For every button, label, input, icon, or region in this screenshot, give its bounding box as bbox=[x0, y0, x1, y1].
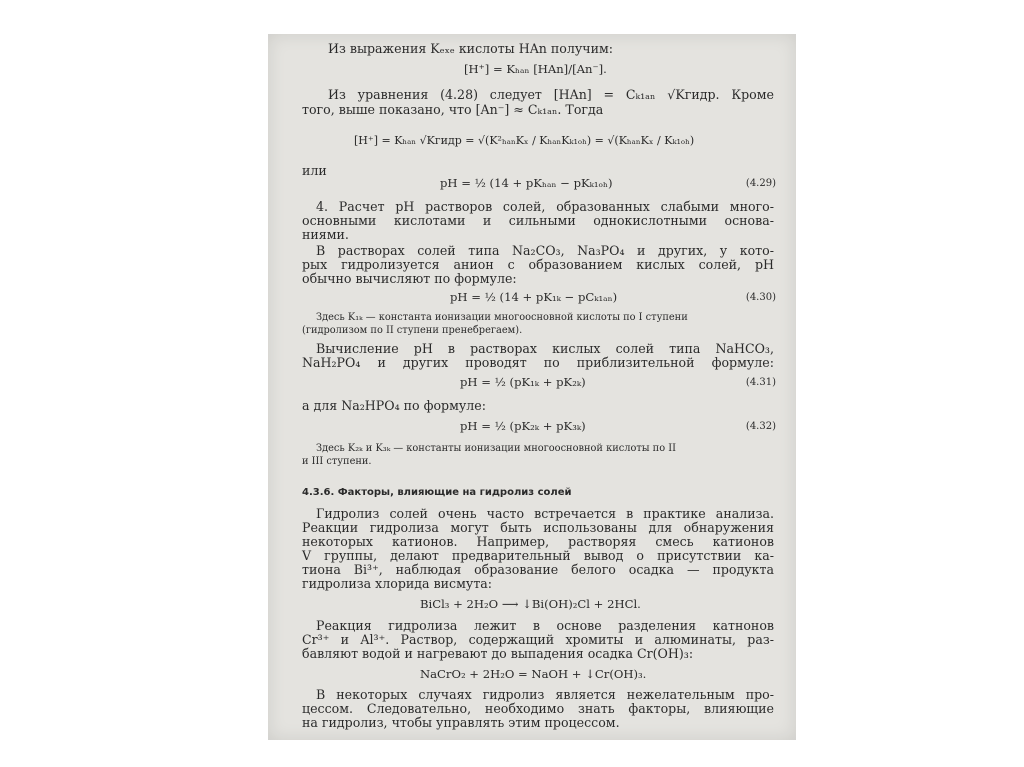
footnote-line: Здесь K₂ₖ и K₃ₖ — константы ионизации многоосновной кислоты по II bbox=[316, 443, 676, 454]
text-line: Вычисление pH в растворах кислых солей типа NaHCO₃, bbox=[316, 341, 774, 356]
equation-number: (4.30) bbox=[745, 292, 776, 303]
equation-number: (4.32) bbox=[745, 421, 776, 432]
text-line: Реакции гидролиза могут быть использованы для обнаружения bbox=[302, 520, 774, 535]
text-line: Cr³⁺ и Al³⁺. Раствор, содержащий хромиты и алюминаты, раз- bbox=[302, 632, 774, 647]
text-line: тиона Bi³⁺, наблюдая образование белого осадка — продукта bbox=[302, 562, 774, 577]
text-line: Из выражения Kₑₓₑ кислоты HAn получим: bbox=[328, 41, 614, 56]
text-line: V группы, делают предварительный вывод о присутствии ка- bbox=[302, 548, 774, 563]
equation-nacro2: NaCrO₂ + 2H₂O = NaOH + ↓Cr(OH)₃. bbox=[420, 667, 647, 681]
equation-4-29: pH = ½ (14 + pKₕₐₙ − pKₖ₁ₒₕ) bbox=[440, 176, 613, 190]
footnote-line: (гидролизом по II ступени пренебрегаем). bbox=[302, 325, 523, 336]
scanned-page bbox=[268, 34, 796, 740]
text-line: рых гидролизуется анион с образованием кислых солей, pH bbox=[302, 257, 774, 272]
footnote-line: и III ступени. bbox=[302, 456, 372, 467]
text-line: или bbox=[302, 163, 327, 178]
text-line: цессом. Следовательно, необходимо знать факторы, влияющие bbox=[302, 701, 774, 716]
equation-number: (4.31) bbox=[745, 377, 776, 388]
text-line: ниями. bbox=[302, 227, 349, 242]
text-line: основными кислотами и сильными однокислотными основа- bbox=[302, 213, 774, 228]
text-line: NaH₂PO₄ и других проводят по приблизительной формуле: bbox=[302, 355, 774, 370]
equation-hplus: [H⁺] = Kₕₐₙ [HAn]/[An⁻]. bbox=[464, 62, 607, 76]
equation-bicl3: BiCl₃ + 2H₂O ⟶ ↓Bi(OH)₂Cl + 2HCl. bbox=[420, 597, 641, 611]
equation-number: (4.29) bbox=[745, 178, 776, 189]
text-line: Реакция гидролиза лежит в основе разделения катнонов bbox=[316, 618, 774, 633]
section-heading: 4.3.6. Факторы, влияющие на гидролиз солей bbox=[302, 487, 572, 498]
equation-4-31: pH = ½ (pK₁ₖ + pK₂ₖ) bbox=[460, 375, 586, 389]
text-line: того, выше показано, что [An⁻] ≈ Cₖ₁ₐₙ. Тогда bbox=[302, 102, 604, 117]
text-line: Гидролиз солей очень часто встречается в практике анализа. bbox=[316, 506, 774, 521]
text-line: Из уравнения (4.28) следует [HAn] = Cₖ₁ₐₙ √Kгидр. Кроме bbox=[328, 87, 774, 102]
text-line: В некоторых случаях гидролиз является нежелательным про- bbox=[316, 687, 774, 702]
text-line: обычно вычисляют по формуле: bbox=[302, 271, 517, 286]
text-line: на гидролиз, чтобы управлять этим процессом. bbox=[302, 715, 620, 730]
text-line: а для Na₂HPO₄ по формуле: bbox=[302, 398, 487, 413]
text-line: бавляют водой и нагревают до выпадения осадка Cr(OH)₃: bbox=[302, 646, 694, 661]
equation-4-32: pH = ½ (pK₂ₖ + pK₃ₖ) bbox=[460, 419, 586, 433]
equation-4-30: pH = ½ (14 + pK₁ₖ − pCₖ₁ₐₙ) bbox=[450, 290, 618, 304]
footnote-line: Здесь K₁ₖ — константа ионизации многоосновной кислоты по I ступени bbox=[316, 312, 688, 323]
text-line: 4. Расчет pH растворов солей, образованных слабыми много- bbox=[316, 199, 774, 214]
equation-radical: [H⁺] = Kₕₐₙ √Kгидр = √(K²ₕₐₙKₓ / KₕₐₙKₖ₁ₒₕ) = √(KₕₐₙKₓ / Kₖ₁ₒₕ) bbox=[354, 134, 695, 147]
text-line: некоторых катионов. Например, растворяя смесь катионов bbox=[302, 534, 774, 549]
text-line: В растворах солей типа Na₂CO₃, Na₃PO₄ и других, у кото- bbox=[316, 243, 774, 258]
text-line: гидролиза хлорида висмута: bbox=[302, 576, 493, 591]
